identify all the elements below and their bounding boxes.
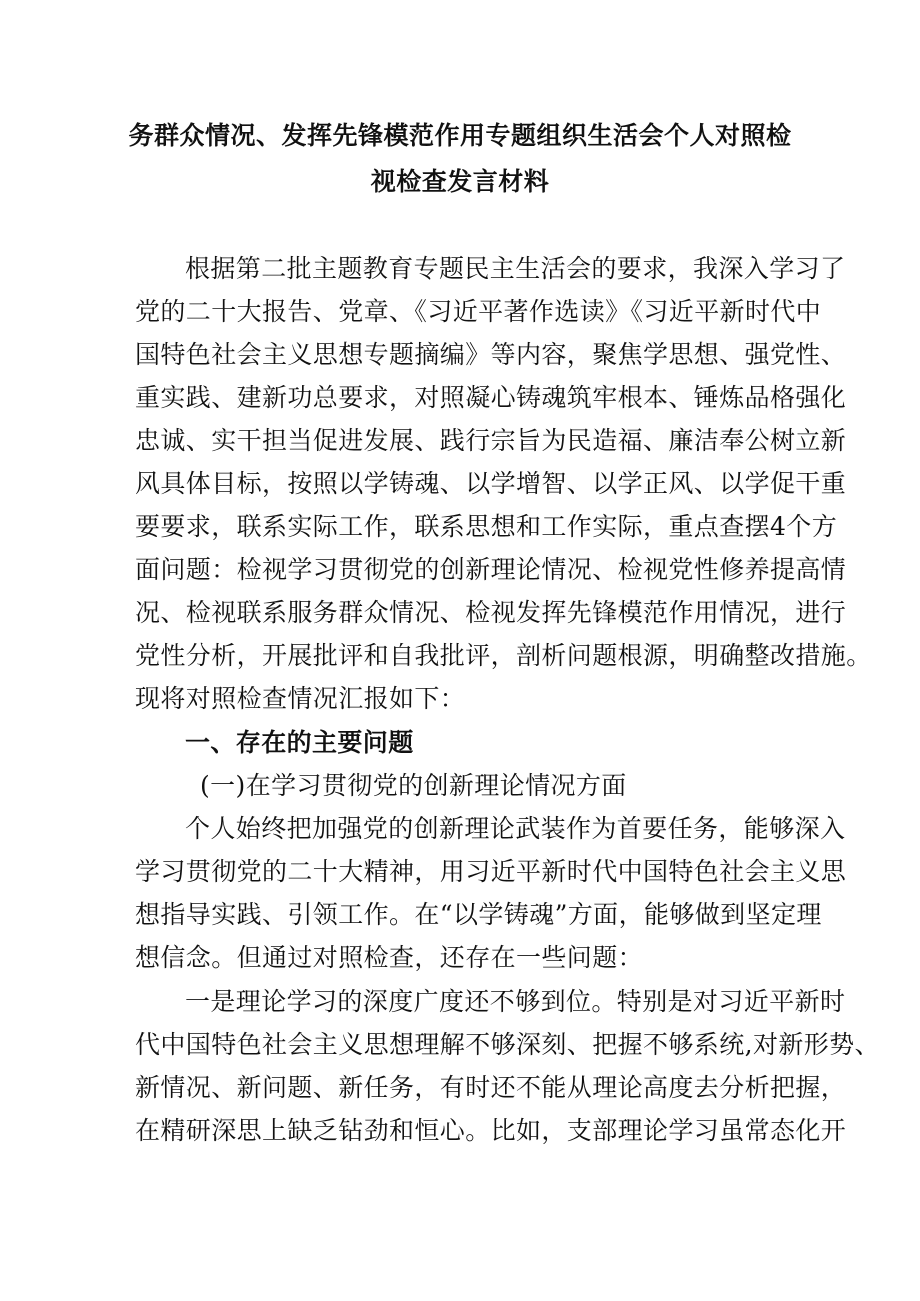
intro-line-10: 党性分析，开展批评和自我批评，剖析问题根源，明确整改措施。 (135, 641, 872, 670)
para2-line-4: 在精研深思上缺乏钻劲和恒心。比如，支部理论学习虽常态化开 (135, 1116, 847, 1145)
para1-line-3: 想指导实践、引领工作。在“以学铸魂”方面，能够做到坚定理 (135, 900, 822, 929)
intro-line-8: 面问题：检视学习贯彻党的创新理论情况、检视党性修养提高情 (135, 555, 847, 584)
document-title-line-1: 务群众情况、发挥先锋模范作用专题组织生活会个人对照检 (128, 121, 792, 150)
intro-line-3: 国特色社会主义思想专题摘编》等内容，聚焦学思想、强党性、 (135, 340, 847, 369)
intro-line-1: 根据第二批主题教育专题民主生活会的要求，我深入学习了 (185, 254, 846, 283)
intro-line-2: 党的二十大报告、党章、《习近平著作选读》《习近平新时代中 (135, 297, 822, 326)
para1-line-2: 学习贯彻党的二十大精神，用习近平新时代中国特色社会主义思 (135, 857, 847, 886)
intro-line-6: 风具体目标，按照以学铸魂、以学增智、以学正风、以学促干重 (135, 469, 847, 498)
intro-line-4: 重实践、建新功总要求，对照凝心铸魂筑牢根本、锤炼品格强化 (135, 383, 847, 412)
para1-line-4: 想信念。但通过对照检查，还存在一些问题： (135, 943, 644, 972)
para2-line-1: 一是理论学习的深度广度还不够到位。特别是对习近平新时 (185, 987, 846, 1016)
document-title-line-2: 视检查发言材料 (370, 167, 550, 196)
section-heading-1: 一、存在的主要问题 (185, 728, 414, 757)
para1-line-1: 个人始终把加强党的创新理论武装作为首要任务，能够深入 (185, 814, 846, 843)
subsection-heading-1: (一)在学习贯彻党的创新理论情况方面 (200, 771, 627, 800)
intro-line-11: 现将对照检查情况汇报如下： (135, 684, 466, 713)
para2-line-2: 代中国特色社会主义思想理解不够深刻、把握不够系统,对新形势、 (135, 1030, 880, 1059)
intro-line-7: 要要求，联系实际工作，联系思想和工作实际，重点查摆4个方 (135, 512, 838, 541)
para2-line-3: 新情况、新问题、新任务，有时还不能从理论高度去分析把握， (135, 1073, 847, 1102)
intro-line-5: 忠诚、实干担当促进发展、践行宗旨为民造福、廉洁奉公树立新 (135, 426, 847, 455)
intro-line-9: 况、检视联系服务群众情况、检视发挥先锋模范作用情况，进行 (135, 598, 847, 627)
